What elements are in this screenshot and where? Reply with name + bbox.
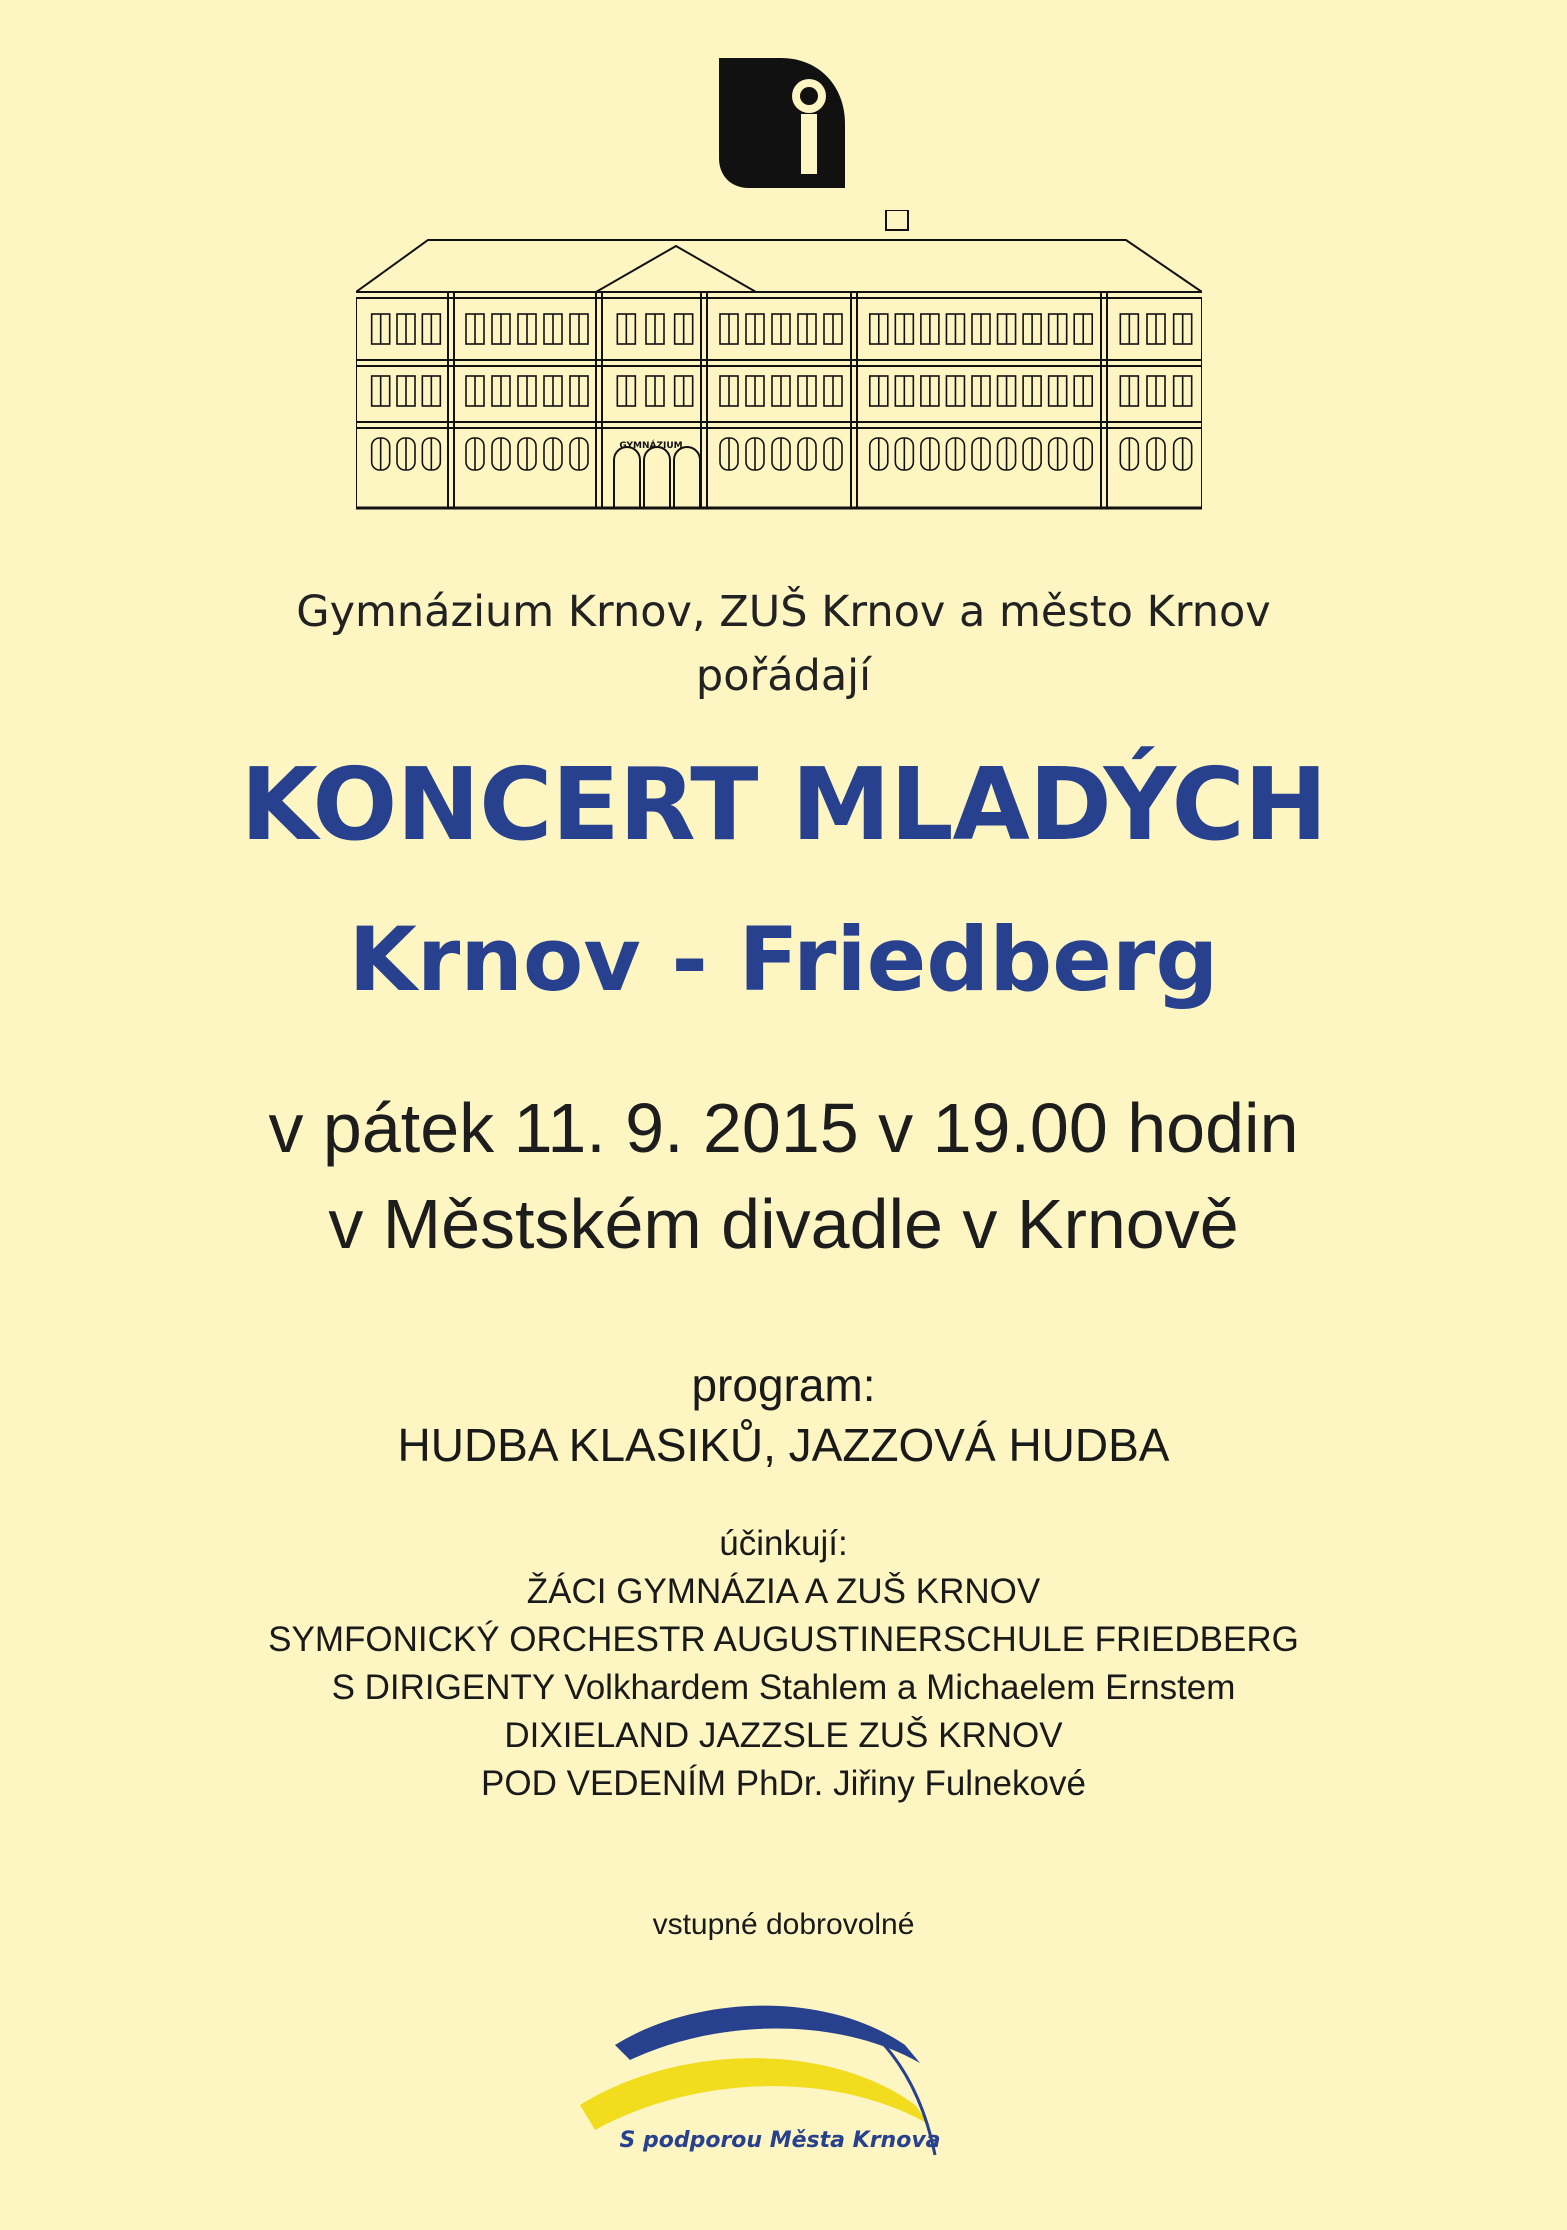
sponsor-text: S podporou Města Krnova <box>619 2128 941 2153</box>
event-date: v pátek 11. 9. 2015 v 19.00 hodin <box>268 1089 1299 1167</box>
performer-line: DIXIELAND JAZZSLE ZUŠ KRNOV <box>504 1716 1063 1755</box>
gymnazium-logo-icon <box>719 58 845 188</box>
program-section <box>0 1355 1567 1475</box>
program-label: program: <box>691 1359 876 1411</box>
building-sign-text: GYMNÁZIUM <box>619 441 683 451</box>
event-details <box>0 1080 1567 1272</box>
performer-line: POD VEDENÍM PhDr. Jiřiny Fulnekové <box>481 1764 1086 1803</box>
performer-line: ŽÁCI GYMNÁZIA A ZUŠ KRNOV <box>526 1572 1041 1611</box>
performers-label: účinkují: <box>719 1524 848 1563</box>
event-venue: v Městském divadle v Krnově <box>328 1185 1239 1263</box>
concert-title: KONCERT MLADÝCH <box>240 746 1327 863</box>
entry-fee-text: vstupné dobrovolné <box>652 1908 915 1941</box>
school-building-illustration <box>356 210 1202 515</box>
performers-section <box>0 1520 1567 1808</box>
program-content: HUDBA KLASIKŮ, JAZZOVÁ HUDBA <box>397 1419 1170 1471</box>
organizers-text <box>0 580 1567 708</box>
performer-line: SYMFONICKÝ ORCHESTR AUGUSTINERSCHULE FRIEDBERG <box>268 1620 1299 1659</box>
organize-verb: pořádají <box>695 651 872 701</box>
performer-line: S DIRIGENTY Volkhardem Stahlem a Michaelem Ernstem <box>331 1668 1236 1707</box>
concert-subtitle: Krnov - Friedberg <box>348 908 1219 1011</box>
organizers-line: Gymnázium Krnov, ZUŠ Krnov a město Krnov <box>296 587 1271 637</box>
